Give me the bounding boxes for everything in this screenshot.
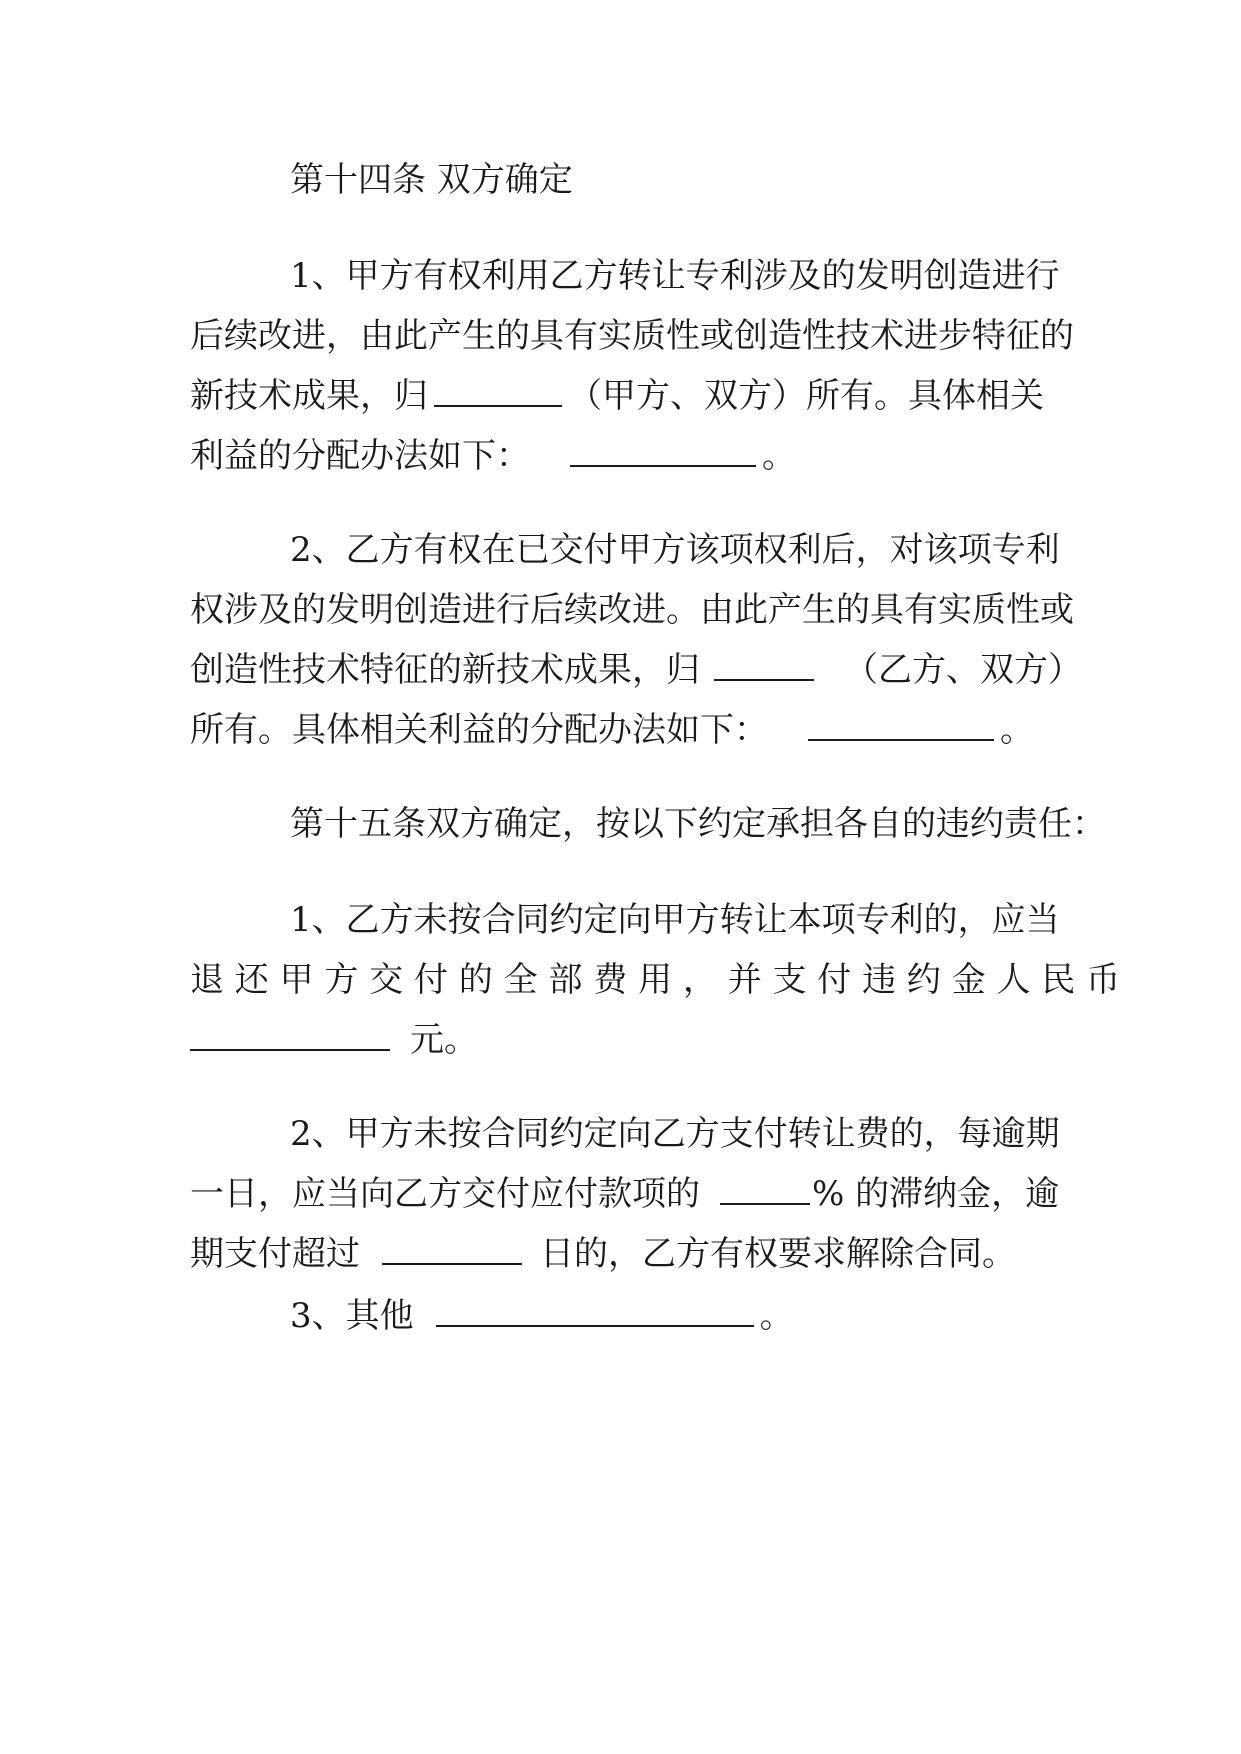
heading-text: 第十四条 双方确定 xyxy=(290,160,573,200)
paragraph-line xyxy=(190,1224,1060,1284)
paragraph-line xyxy=(190,1286,1060,1346)
article-15-item-1 xyxy=(190,890,1121,1070)
paragraph-line: 1、甲方有权利用乙方转让专利涉及的发明创造进行 xyxy=(290,256,1060,296)
text-segment: 3、其他 xyxy=(290,1296,414,1336)
text-segment: 。 xyxy=(759,1296,794,1336)
article-14-item-2 xyxy=(190,520,1082,760)
text-segment: 新技术成果，归 xyxy=(190,376,428,416)
paragraph-line: 2、甲方未按合同约定向乙方支付转让费的，每逾期 xyxy=(290,1114,1060,1154)
text-segment: 期支付超过 xyxy=(190,1234,360,1274)
paragraph-line xyxy=(190,366,1060,426)
paragraph-line: 1、乙方未按合同约定向甲方转让本项专利的，应当 xyxy=(290,900,1060,940)
fill-in-blank[interactable] xyxy=(714,645,814,681)
fill-in-blank[interactable] xyxy=(434,371,562,407)
paragraph-line xyxy=(190,640,1082,700)
text-segment: 利益的分配办法如下： xyxy=(190,436,530,476)
paragraph-line xyxy=(190,1164,1060,1224)
text-segment: 创造性技术特征的新技术成果，归 xyxy=(190,650,700,690)
fill-in-blank[interactable] xyxy=(436,1291,754,1327)
text-segment: 所有。具体相关利益的分配办法如下： xyxy=(190,710,768,750)
article-14-heading xyxy=(190,150,1060,210)
text-segment: 一日，应当向乙方交付应付款项的 xyxy=(190,1174,700,1214)
text-segment: （甲方、双方）所有。具体相关 xyxy=(568,376,1044,416)
heading-text: 第十五条双方确定，按以下约定承担各自的违约责任： xyxy=(290,804,1106,844)
article-15-item-2 xyxy=(190,1104,1060,1284)
paragraph-line: 退 还 甲 方 交 付 的 全 部 费 用 ， 并 支 付 违 约 金 人 民 币 xyxy=(190,960,1121,1000)
paragraph-line: 后续改进，由此产生的具有实质性或创造性技术进步特征的 xyxy=(190,316,1074,356)
fill-in-blank[interactable] xyxy=(720,1169,810,1205)
paragraph-line: 权涉及的发明创造进行后续改进。由此产生的具有实质性或 xyxy=(190,590,1074,630)
text-segment: 。 xyxy=(762,436,796,476)
text-segment: 元。 xyxy=(410,1020,478,1060)
paragraph-line xyxy=(190,426,1060,486)
text-segment: （乙方、双方） xyxy=(844,650,1082,690)
fill-in-blank[interactable] xyxy=(570,431,756,467)
text-segment: 日的，乙方有权要求解除合同。 xyxy=(540,1234,1016,1274)
text-segment: % 的滞纳金，逾 xyxy=(812,1174,1060,1214)
article-15-heading xyxy=(190,794,1106,854)
text-segment: 。 xyxy=(1000,710,1034,750)
article-15-item-3 xyxy=(190,1286,1060,1346)
fill-in-blank[interactable] xyxy=(382,1229,522,1265)
paragraph-line xyxy=(190,700,1060,760)
article-14-item-1 xyxy=(190,246,1074,486)
paragraph-line: 2、乙方有权在已交付甲方该项权利后，对该项专利 xyxy=(290,530,1060,570)
paragraph-line xyxy=(190,1010,1060,1070)
fill-in-blank[interactable] xyxy=(190,1015,390,1051)
fill-in-blank[interactable] xyxy=(808,705,994,741)
